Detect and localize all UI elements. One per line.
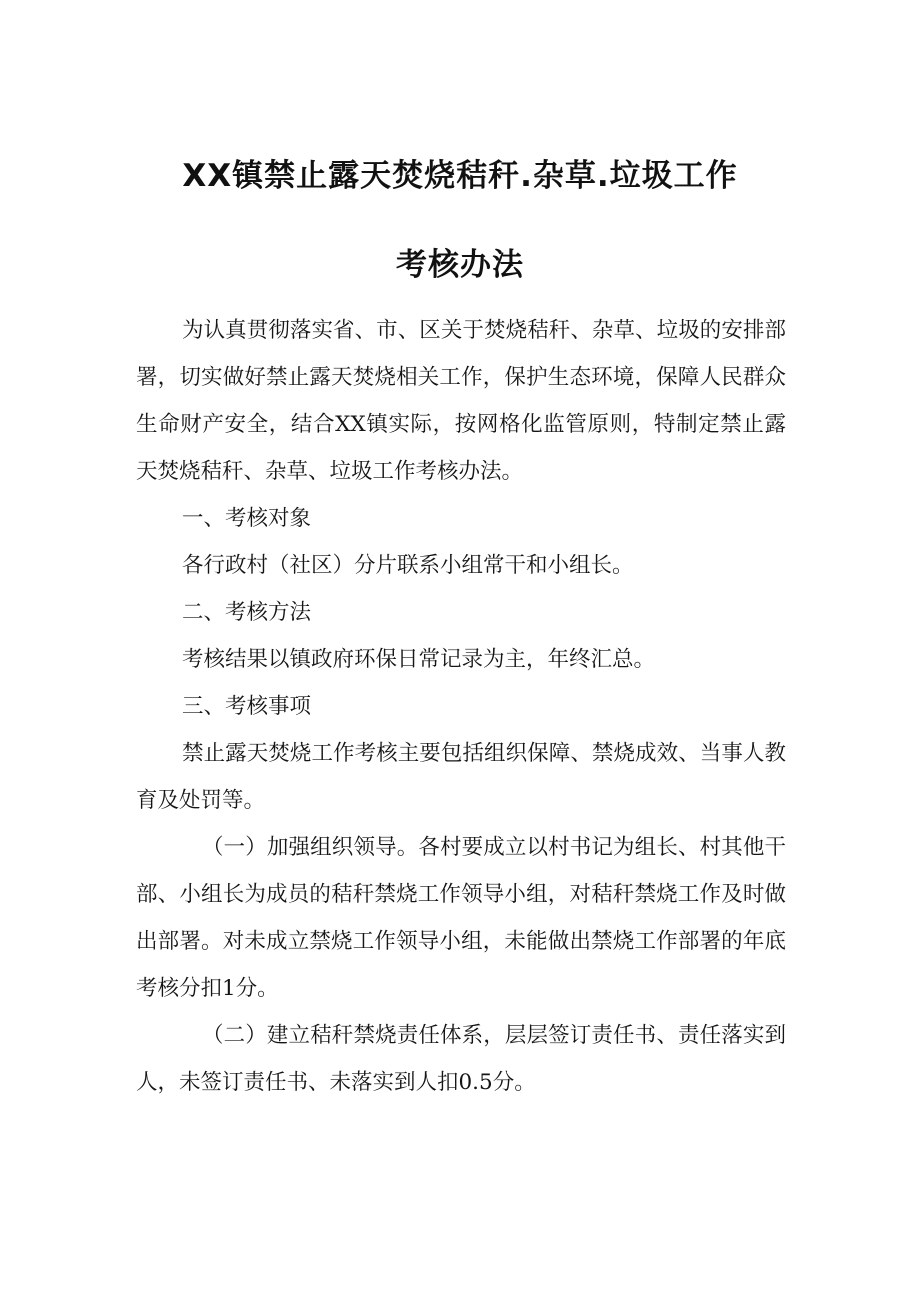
section-heading-method: 二、考核方法 — [182, 600, 312, 625]
section-content-target: 各行政村（社区）分片联系小组常干和小组长。 — [182, 553, 634, 578]
intro-paragraph: 为认真贯彻落实省、市、区关于焚烧秸秆、杂草、垃圾的安排部署，切实做好禁止露天焚烧相关工作，保护生态环境，保障人民群众生命财产安全，结合XX镇实际，按网格化监管原则，特制定禁止露天焚烧秸秆、杂草、垃圾工作考核办法。 — [136, 318, 786, 484]
document-title-line-1: XX镇禁止露天焚烧秸秆.杂草.垃圾工作 — [182, 158, 738, 194]
section-heading-target: 一、考核对象 — [182, 506, 312, 531]
item-organization-leadership: （一）加强组织领导。各村要成立以村书记为组长、村其他干部、小组长为成员的秸秆禁烧工作领导小组，对秸秆禁烧工作及时做出部署。对未成立禁烧工作领导小组，未能做出禁烧工作部署的年底考核分扣1分。 — [136, 835, 786, 1001]
item-responsibility-system: （二）建立秸秆禁烧责任体系，层层签订责任书、责任落实到人，未签订责任书、未落实到人扣0.5分。 — [136, 1023, 786, 1095]
section-content-method: 考核结果以镇政府环保日常记录为主，年终汇总。 — [182, 647, 656, 672]
section-heading-matters: 三、考核事项 — [182, 694, 312, 719]
document-title-line-2: 考核办法 — [396, 247, 524, 283]
section-content-matters: 禁止露天焚烧工作考核主要包括组织保障、禁烧成效、当事人教育及处罚等。 — [136, 741, 786, 813]
document-body — [136, 307, 786, 1106]
